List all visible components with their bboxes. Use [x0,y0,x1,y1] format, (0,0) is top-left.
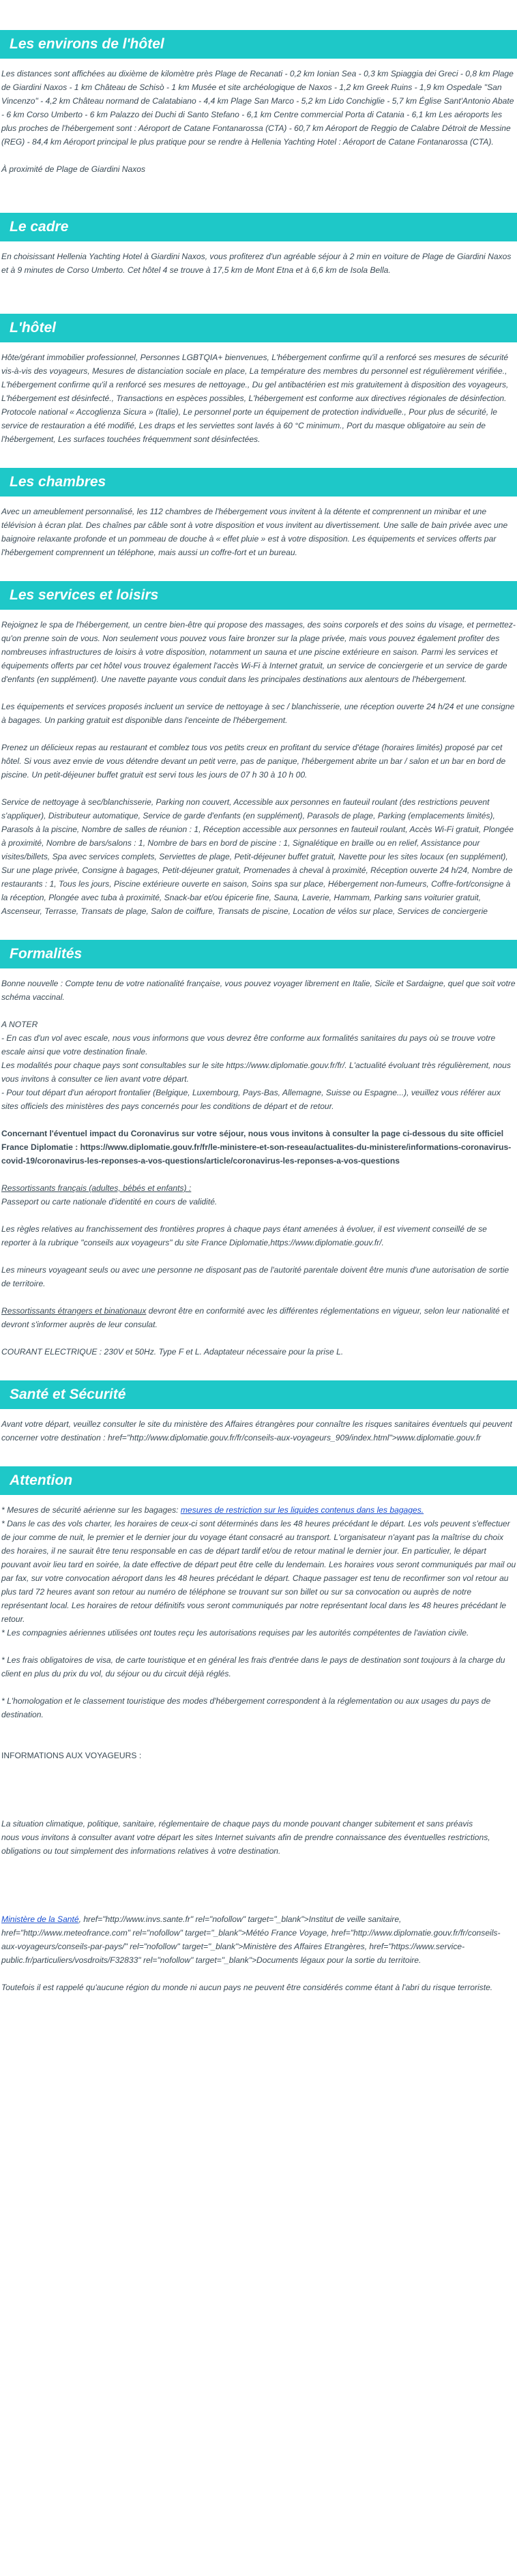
section-services [0,581,517,918]
cadre-text: En choisissant Hellenia Yachting Hotel à Giardini Naxos, vous profiterez d'un agréable séjour à 2 min en voiture de Plage de Giardini Naxos et à 9 minutes de Corso Umberto. Cet hôtel 4 se trouve à 17,5 km de Mont Etna et à 6,6 km de Isola Bella. [1,252,512,275]
section-attention [0,1466,517,1994]
formalites-fr-text: Passeport ou carte nationale d'identité en cours de validité. [1,1197,218,1206]
formalites-note-1: - En cas d'un vol avec escale, nous vous informons que vous devrez être conforme aux formalités sanitaires du pays où se trouve votre escale ainsi que votre destination finale. [1,1033,496,1056]
attention-bullet-2: * Dans le cas des vols charter, les horaires de ceux-ci sont déterminés dans les 48 heures précédant le départ. Les vols peuvent s'effectuer de jour comme de nuit, le premier et le dernier jour du voyage étant consacré au transport. L'organisateur n'ayant pas la maîtrise du choix des horaires, il ne saurait être tenu responsable en cas de départ tardif et/ou de retour matinal le dernier jour. En particulier, le départ pouvant avoir lieu tard en soirée, la date effective de départ peut être celle du lendemain. Les horaires vous seront communiqués par mail ou par fax, sur votre convocation aéroport dans les 48 heures précédant le départ. Chaque passager est tenu de reconfirmer son vol retour au plus tard 72 heures avant son retour au numéro de téléphone se trouvant sur son billet ou sur sa convocation ou auprès de notre représentant local. Les horaires de retour définitifs vous seront communiqués par notre représentant local dans les 48 heures précédant le retour. [1,1519,516,1624]
formalites-foreign-text: devront être en conformité avec les différentes réglementations en vigueur, selon leur nationalité et devront s'informer auprès de leur consulat. [1,1306,509,1329]
section-chambres [0,468,517,559]
section-title-sante: Santé et Sécurité [0,1380,517,1409]
section-title-formalites: Formalités [0,940,517,968]
sante-ministry-link[interactable]: Ministère de la Santé [1,1914,79,1924]
info-links-text: , href="http://www.invs.sante.fr" rel="nofollow" target="_blank">Institut de veille sanitaire, href="http://www.meteofrance.com" rel="nofollow" target="_blank">Météo France Voyage, href="http://www.diplomatie.gouv.fr/fr/conseils-aux-voyageurs/conseils-par-pays/" rel="nofollow" target="_blank">Ministère des Affaires Etrangères, href="https://www.service-public.fr/particuliers/vosdroits/F32833" rel="nofollow" target="_blank">Documents légaux pour la sortie du territoire. [1,1914,501,1965]
environs-text: Les distances sont affichées au dixième de kilomètre près Plage de Recanati - 0,2 km Ionian Sea - 0,3 km Spiaggia dei Greci - 0,8 km Plage de Giardini Naxos - 1 km Château de Schisò - 1 km Musée et site archéologique de Naxos - 1,2 km Greek Ruins - 1,9 km Ospedale "San Vincenzo" - 4,2 km Château normand de Calatabiano - 4,4 km Plage San Marco - 5,2 km Lido Conchiglie - 5,7 km Église Sant'Antonio Abate - 6 km Corso Umberto - 6 km Palazzo dei Duchi di Santo Stefano - 6,1 km Centre commercial Porta di Catania - 6,1 km Les aéroports les plus proches de l'hébergement sont : Aéroport de Catane Fontanarossa (CTA) - 60,7 km Aéroport de Reggio de Calabre Détroit de Messine (REG) - 84,4 km Aéroport principal le plus pratique pour se rendre à Hellenia Yachting Hotel : Aéroport de Catane Fontanarossa (CTA). [1,69,514,147]
hotel-text: Hôte/gérant immobilier professionnel, Personnes LGBTQIA+ bienvenues, L'hébergement confirme qu'il a renforcé ses mesures de sécurité vis-à-vis des voyageurs, Mesures de distanciation sociale en place, La température des membres du personnel est régulièrement vérifiée., L'hébergement confirme qu'il a renforcé ses mesures de nettoyage., Du gel antibactérien est mis gratuitement à disposition des voyageurs, L'hébergement est désinfecté., Transactions en espèces possibles, L'hébergement est conforme aux directives régionales de désinfection. Protocole national « Accoglienza Sicura » (Italie), Le personnel porte un équipement de protection individuelle., Pour plus de sécurité, le service de restauration a été modifié, Les draps et les serviettes sont lavés à 60 °C minimum., Port du masque obligatoire au sein de l'hébergement, Les surfaces touchées fréquemment sont désinfectées. [1,353,509,444]
attention-bullet-4: * Les frais obligatoires de visa, de carte touristique et en général les frais d'entrée dans le pays de destination sont toujours à la charge du client en plus du prix du vol, du séjour ou du circuit déjà réglés. [1,1655,505,1678]
sante-text: Avant votre départ, veuillez consulter le site du ministère des Affaires étrangères pour connaître les risques sanitaires éventuels qui peuvent concerner votre destination : href="http://www.diplomatie.gouv.fr/fr/conseils-aux-voyageurs_909/index.html">www.diplomatie.gouv.fr [1,1419,512,1442]
environs-proximity: À proximité de Plage de Giardini Naxos [1,164,146,174]
attention-bullet-1 [1,1503,516,1517]
section-environs [0,30,517,176]
section-title-cadre: Le cadre [0,213,517,241]
services-p2: Les équipements et services proposés incluent un service de nettoyage à sec / blanchisserie, une réception ouverte 24 h/24 et une consigne à bagages. Un parking gratuit est disponible dans l'enceinte de l'hébergement. [1,702,515,725]
services-p4: Service de nettoyage à sec/blanchisserie, Parking non couvert, Accessible aux personnes en fauteuil roulant (des restrictions peuvent s'appliquer), Distributeur automatique, Service de garde d'enfants (en supplément), Parasols de plage, Parking (emplacements limités), Parasols à la piscine, Nombre de salles de réunion : 1, Réception accessible aux personnes en fauteuil roulant, Accès Wi-Fi gratuit, Plongée à proximité, Nombre de bars/salons : 1, Nombre de bars en bord de piscine : 1, Signalétique en braille ou en relief, Assistance pour visites/billets, Spa avec services complets, Serviettes de plage, Petit-déjeuner buffet gratuit, Navette pour les sites locaux (en supplément), Sur une plage privée, Consigne à bagages, Petit-déjeuner gratuit, Promenades à cheval à proximité, Réception ouverte 24 h/24, Nombre de restaurants : 1, Tous les jours, Piscine extérieure ouverte en saison, Soins spa sur place, Hébergement non-fumeurs, Coffre-fort/consigne à la réception, Plongée avec tuba à proximité, Snack-bar et/ou épicerie fine, Sauna, Laverie, Hammam, Parking sans voiturier gratuit, Ascenseur, Terrasse, Transats de plage, Salon de coiffure, Transats de piscine, Location de vélos sur place, Services de conciergerie [1,797,514,916]
section-sante [0,1380,517,1445]
formalites-current: COURANT ELECTRIQUE : 230V et 50Hz. Type F et L. Adaptateur nécessaire pour la prise L. [1,1347,344,1357]
formalites-note-label: A NOTER [1,1020,38,1029]
section-cadre [0,213,517,277]
services-p3: Prenez un délicieux repas au restaurant et comblez tous vos petits creux en profitant du service d'étage (horaires limités) proposé par cet hôtel. Si vous avez envie de vous détendre devant un petit verre, pas de panique, l'hébergement abrite un bar / salon et un bar en bord de piscine. Un petit-déjeuner buffet gratuit est servi tous les jours de 07 h 30 à 10 h 00. [1,743,506,780]
formalites-minors: Les mineurs voyageant seuls ou avec une personne ne disposant pas de l'autorité parentale doivent être munis d'une autorisation de sortie de territoire. [1,1265,509,1288]
liquid-restrictions-link[interactable]: mesures de restriction sur les liquides contenus dans les bagages. [180,1505,424,1515]
formalites-intro: Bonne nouvelle : Compte tenu de votre nationalité française, vous pouvez voyager librement en Italie, Sicile et Sardaigne, quel que soit votre schéma vaccinal. [1,979,516,1002]
attention-bullet-5: * L'homologation et le classement touristique des modes d'hébergement correspondent à la réglementation ou aux usages du pays de destination. [1,1696,491,1719]
formalites-foreign [1,1304,516,1331]
section-title-services: Les services et loisirs [0,581,517,610]
formalites-rules: Les règles relatives au franchissement des frontières propres à chaque pays étant amenées à évoluer, il est vivement conseillé de se reporter à la rubrique "conseils aux voyageurs" du site France Diplomatie,https://www.diplomatie.gouv.fr/. [1,1224,487,1247]
formalites-note-2: Les modalités pour chaque pays sont consultables sur le site https://www.diplomatie.gouv.fr/fr/. L'actualité évoluant très régulièrement, nous vous invitons à consulter ce lien avant votre départ. [1,1061,511,1084]
formalites-note-3: - Pour tout départ d'un aéroport frontalier (Belgique, Luxembourg, Pays-Bas, Allemagne, Suisse ou Espagne...), veuillez vous référer aux sites officiels des ministères des pays concernés pour les conditions de départ et de retour. [1,1088,501,1111]
formalites-fr-label: Ressortissants français (adultes, bébés et enfants) : [1,1183,192,1193]
section-formalites [0,940,517,1359]
info-title: INFORMATIONS AUX VOYAGEURS : [1,1751,142,1760]
chambres-text: Avec un ameublement personnalisé, les 112 chambres de l'hébergement vous invitent à la détente et comprennent un minibar et une télévision à écran plat. Des chaînes par câble sont à votre disposition et vous invitent au divertissement. Une salle de bain privée avec une baignoire relaxante profonde et un pommeau de douche à « effet pluie » est à votre disposition. Les équipements et services offerts par l'hébergement comprennent un téléphone, mais aussi un coffre-fort et un bureau. [1,507,508,557]
attention-bullet-1-prefix: * Mesures de sécurité aérienne sur les bagages: [1,1505,181,1515]
info-text-2: nous vous invitons à consulter avant votre départ les sites Internet suivants afin de prendre connaissance des éventuelles restrictions, obligations ou tout simplement des informations relatives à votre destination. [1,1833,490,1856]
services-p1: Rejoignez le spa de l'hébergement, un centre bien-être qui propose des massages, des soins corporels et des soins du visage, et permettez-qu'on prenne soin de vous. Non seulement vous pouvez vous faire bronzer sur la plage privée, mais vous pouvez également profiter des nombreuses infrastructures de loisirs à votre disposition, notamment un sauna et une piscine extérieure en saison. Parmi les services et équipements offerts par cet hôtel vous trouvez également l'accès Wi-Fi à Internet gratuit, un service de conciergerie et un service de garde d'enfants (en supplément). Une navette payante vous conduit dans les principales destinations aux alentours de l'hébergement. [1,620,516,684]
section-title-chambres: Les chambres [0,468,517,497]
section-hotel [0,314,517,446]
terror-risk-note: Toutefois il est rappelé qu'aucune région du monde ni aucun pays ne peuvent être considérés comme étant à l'abri du risque terroriste. [1,1983,493,1992]
section-title-environs: Les environs de l'hôtel [0,30,517,59]
formalites-foreign-label: Ressortissants étrangers et binationaux [1,1306,147,1316]
info-links [1,1912,516,1967]
attention-bullet-3: * Les compagnies aériennes utilisées ont toutes reçu les autorisations requises par les autorités compétentes de l'aviation civile. [1,1628,469,1638]
section-title-hotel: L'hôtel [0,314,517,342]
formalites-covid: Concernant l'éventuel impact du Coronavirus sur votre séjour, nous vous invitons à consulter la page ci-dessous du site officiel France Diplomatie : https://www.diplomatie.gouv.fr/fr/le-ministere-et-son-reseau/actualites-du-ministere/informations-coronavirus-covid-19/coronavirus-les-reponses-a-vos-questions/article/coronavirus-les-reponses-a-vos-questions [1,1129,512,1166]
info-text-1: La situation climatique, politique, sanitaire, réglementaire de chaque pays du monde pouvant changer subitement et sans préavis [1,1819,473,1829]
section-title-attention: Attention [0,1466,517,1495]
